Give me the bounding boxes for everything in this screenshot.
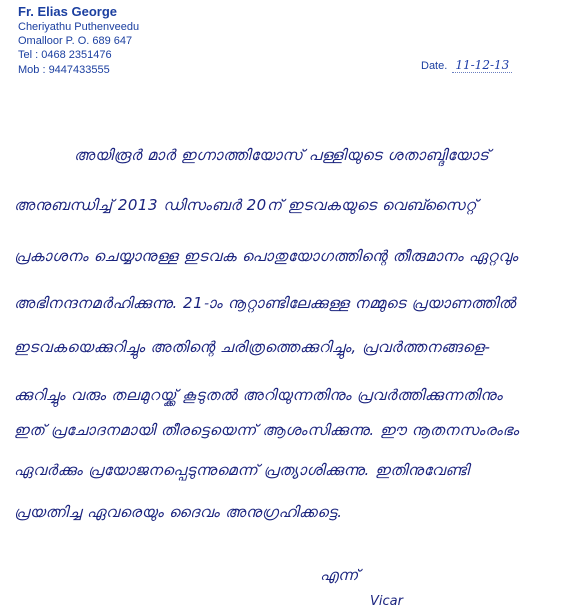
date-block	[421, 58, 512, 73]
body-line: ഏവർക്കും പ്രയോജനപ്പെടുന്നുമെന്ന് പ്രത്യാശിക്കുന്നു. ഇതിനുവേണ്ടി	[14, 461, 470, 479]
body-line: ഇത് പ്രചോദനമായി തീരട്ടെയെന്ന് ആശംസിക്കുന്നു. ഈ നൂതനസംരംഭം	[14, 421, 520, 439]
mobile: Mob : 9447433555	[18, 63, 110, 76]
body-line: ക്കുറിച്ചും വരും തലമുറയ്ക്ക് കൂടുതൽ അറിയുന്നതിനും പ്രവർത്തിക്കുന്നതിനും	[14, 386, 503, 404]
letterhead	[18, 4, 139, 77]
body-line: അനുബന്ധിച്ച് 2013 ഡിസംബർ 20ന് ഇടവകയുടെ വെബ്സൈറ്റ്	[14, 196, 477, 214]
sender-name: Fr. Elias George	[18, 4, 117, 19]
address-line-2: Omalloor P. O. 689 647	[18, 35, 133, 48]
body-line: ഇടവകയെക്കുറിച്ചും അതിന്റെ ചരിത്രത്തെക്കുറിച്ചും, പ്രവർത്തനങ്ങളെ-	[14, 338, 491, 356]
signature: Vicar	[370, 594, 403, 609]
date-value: 11-12-13	[452, 58, 512, 73]
closing: എന്ന്	[320, 566, 359, 584]
telephone: Tel : 0468 2351476	[18, 49, 112, 62]
body-line: അയിരൂർ മാർ ഇഗ്നാത്തിയോസ് പള്ളിയുടെ ശതാബ്ദിയോട്	[74, 146, 490, 164]
body-line: പ്രയത്നിച്ച ഏവരെയും ദൈവം അനുഗ്രഹിക്കട്ടെ.	[14, 503, 343, 521]
body-line: അഭിനന്ദനമർഹിക്കുന്നു. 21-ാം നൂറ്റാണ്ടിലേക്കുള്ള നമ്മുടെ പ്രയാണത്തിൽ	[14, 294, 516, 312]
body-line: പ്രകാശനം ചെയ്യാനുള്ള ഇടവക പൊതുയോഗത്തിന്റെ തീരുമാനം ഏറ്റവും	[14, 247, 519, 265]
date-label: Date.	[421, 60, 448, 72]
address-line-1: Cheriyathu Puthenveedu	[18, 21, 140, 33]
